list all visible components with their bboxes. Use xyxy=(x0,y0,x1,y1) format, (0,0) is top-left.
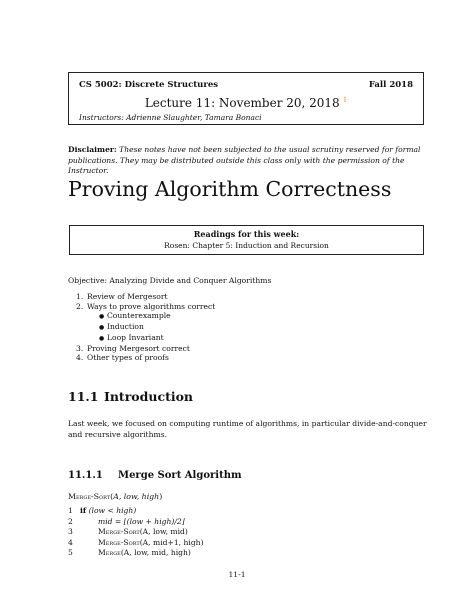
code-text: (A, mid+1, high) xyxy=(139,537,204,547)
procedure-call: Merge-Sort xyxy=(98,537,140,547)
term-label: Fall 2018 xyxy=(368,80,413,90)
intro-paragraph: Last week, we focused on computing runtime of algorithms, in particular divide-and-conquer and recursive algorithms. xyxy=(68,419,427,439)
course-name: CS 5002: Discrete Structures xyxy=(79,80,219,90)
readings-title: Readings for this week: xyxy=(193,229,300,239)
section-heading xyxy=(68,389,193,404)
list-label: Proving Mergesort correct xyxy=(87,343,190,353)
outline-list xyxy=(76,292,215,363)
readings-box xyxy=(69,225,424,255)
procedure-call: Merge xyxy=(98,548,121,557)
lecture-title-text: Lecture 11: November 20, 2018 xyxy=(144,96,340,110)
algorithm-params: A, low, high xyxy=(113,492,160,501)
algorithm-signature: Merge-Sort(A, low, high) xyxy=(68,492,163,501)
list-item xyxy=(76,353,215,363)
list-number: 2. xyxy=(76,301,84,311)
code-text: (low < high) xyxy=(88,506,137,515)
readings-body: Rosen: Chapter 5: Induction and Recursion xyxy=(164,241,329,250)
subsection-title: Merge Sort Algorithm xyxy=(118,470,242,481)
keyword: if xyxy=(80,506,87,515)
code-line xyxy=(68,517,204,528)
code-line xyxy=(68,506,204,517)
section-title: Introduction xyxy=(104,389,194,404)
sub-list-label: Loop Invariant xyxy=(107,332,164,342)
list-item xyxy=(76,292,215,302)
sub-list-label: Induction xyxy=(107,322,144,332)
bullet-icon: ● xyxy=(99,334,105,342)
page-title: Proving Algorithm Correctness xyxy=(68,177,392,201)
list-number: 4. xyxy=(76,353,84,363)
algorithm-name: Merge-Sort xyxy=(68,492,111,501)
line-number: 4 xyxy=(68,537,73,547)
line-number: 3 xyxy=(68,527,73,536)
sub-list-item xyxy=(76,333,215,344)
subsection-heading xyxy=(68,470,242,481)
disclaimer-label: Disclaimer: xyxy=(68,145,117,154)
list-label: Review of Mergesort xyxy=(87,292,168,301)
bullet-icon: ● xyxy=(99,324,105,332)
sub-list-label: Counterexample xyxy=(107,311,171,321)
bullet-icon: ● xyxy=(99,313,105,321)
section-number: 11.1 xyxy=(68,389,99,404)
sub-list-item xyxy=(76,311,215,322)
code-line xyxy=(68,538,204,549)
disclaimer xyxy=(68,145,428,177)
lecture-header-box xyxy=(68,72,424,125)
line-number: 2 xyxy=(68,516,73,526)
list-item xyxy=(76,302,215,312)
lecture-title xyxy=(69,96,423,110)
list-item xyxy=(76,344,215,354)
procedure-call: Merge-Sort xyxy=(98,527,140,536)
pseudocode-block xyxy=(68,506,204,559)
code-text: (A, low, mid, high) xyxy=(120,548,191,557)
objective-line: Objective: Analyzing Divide and Conquer Algorithms xyxy=(68,276,272,285)
code-text: mid = ⌊(low + high)/2⌋ xyxy=(98,516,185,526)
disclaimer-text: These notes have not been subjected to the usual scrutiny reserved for formal publications. They may be distributed outside this class only with the permission of the Instructor. xyxy=(68,145,421,175)
list-number: 1. xyxy=(76,292,84,301)
list-label: Ways to prove algorithms correct xyxy=(87,301,216,311)
subsection-number: 11.1.1 xyxy=(68,470,103,481)
line-number: 1 xyxy=(68,506,73,515)
code-text: (A, low, mid) xyxy=(139,527,188,536)
page-number: 11-1 xyxy=(228,570,246,579)
list-number: 3. xyxy=(76,343,84,353)
code-line xyxy=(68,548,204,559)
line-number: 5 xyxy=(68,548,73,557)
sub-list-item xyxy=(76,322,215,333)
list-label: Other types of proofs xyxy=(87,353,169,363)
instructors-line: Instructors: Adrienne Slaughter, Tamara Bonaci xyxy=(79,113,262,122)
code-line xyxy=(68,527,204,538)
footnote-mark[interactable]: 1 xyxy=(342,96,348,104)
